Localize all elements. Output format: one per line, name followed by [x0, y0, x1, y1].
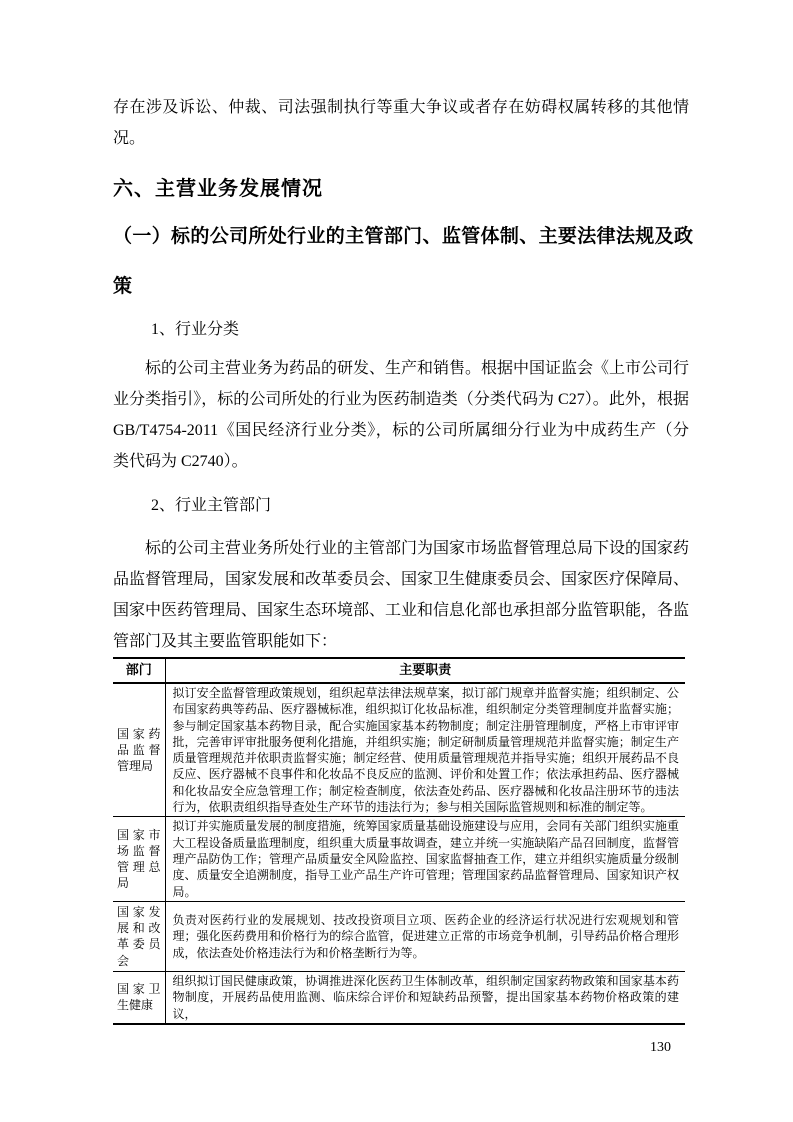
department-name: 国家药品监督管理局 — [113, 683, 165, 817]
table-header-department: 部门 — [113, 658, 165, 683]
page-number: 130 — [650, 1040, 671, 1055]
department-duties: 拟订并实施质量发展的制度措施，统筹国家质量基础设施建设与应用，会同有关部门组织实施重大工程设备质量监理制度，组织重大质量事故调查，建立并统一实施缺陷产品召回制度，监督管理产品防伪工作；管理产品质量安全风险监控、国家监督抽查工作，建立并组织实施质量分级制度、质量安全追溯制度，指导工业产品生产许可管理；管理国家药品监督管理局、国家知识产权局。 — [165, 817, 685, 901]
department-name: 国家发展和改革委员会 — [113, 901, 165, 971]
table-header-duties: 主要职责 — [165, 658, 685, 683]
table-row-nmpa — [113, 683, 685, 817]
chapter-heading: 六、主营业务发展情况 — [113, 178, 323, 200]
regulators-table — [113, 657, 685, 1025]
department-duties: 拟订安全监督管理政策规划，组织起草法律法规草案，拟订部门规章并监督实施；组织制定、公布国家药典等药品、医疗器械标准，组织拟订化妆品标准，组织制定分类管理制度并监督实施；参与制定国家基本药物目录，配合实施国家基本药物制度；制定注册管理制度，严格上市审评审批，完善审评审批服务便利化措施，并组织实施；制定研制质量管理规范并监督实施；制定生产质量管理规范并依职责监督实施；制定经营、使用质量管理规范并指导实施；组织开展药品不良反应、医疗器械不良事件和化妆品不良反应的监测、评价和处置工作；依法承担药品、医疗器械和化妆品安全应急管理工作；制定检查制度，依法查处药品、医疗器械和化妆品注册环节的违法行为，依职责组织指导查处生产环节的违法行为；参与相关国际监管规则和标准的制定等。 — [165, 683, 685, 817]
subsection-title-industry-regulators: 2、行业主管部门 — [151, 497, 272, 514]
table-row-nhc — [113, 972, 685, 1024]
department-name: 国家卫生健康 — [113, 972, 165, 1024]
table-row-ndrc — [113, 901, 685, 971]
department-duties: 负责对医药行业的发展规划、技改投资项目立项、医药企业的经济运行状况进行宏观规划和管理；强化医药费用和价格行为的综合监管，促进建立正常的市场竞争机制，引导药品价格合理形成，依法查处价格违法行为和价格垄断行为等。 — [165, 901, 685, 971]
industry-regulators-paragraph: 标的公司主营业务所处行业的主管部门为国家市场监督管理总局下设的国家药品监督管理局，国家发展和改革委员会、国家卫生健康委员会、国家医疗保障局、国家中医药管理局、国家生态环境部、工业和信息化部也承担部分监管职能，各监管部门及其主要监管职能如下： — [113, 540, 690, 650]
table-row-samr — [113, 817, 685, 901]
department-duties: 组织拟订国民健康政策，协调推进深化医药卫生体制改革，组织制定国家药物政策和国家基本药物制度，开展药品使用监测、临床综合评价和短缺药品预警，提出国家基本药物价格政策的建议， — [165, 972, 685, 1024]
section-heading: （一）标的公司所处行业的主管部门、监管体制、主要法律法规及政策 — [113, 226, 693, 297]
industry-classification-paragraph: 标的公司主营业务为药品的研发、生产和销售。根据中国证监会《上市公司行业分类指引》，标的公司所处的行业为医药制造类（分类代码为 C27）。此外，根据 GB/T4754-2011《国民经济行业分类》，标的公司所属细分行业为中成药生产（分类代码为 C2740）。 — [113, 360, 690, 470]
department-name: 国家市场监督管理总局 — [113, 817, 165, 901]
subsection-title-industry-classification: 1、行业分类 — [151, 321, 240, 338]
table-header-row — [113, 658, 685, 683]
continuation-paragraph: 存在涉及诉讼、仲裁、司法强制执行等重大争议或者存在妨碍权属转移的其他情况。 — [113, 99, 689, 147]
